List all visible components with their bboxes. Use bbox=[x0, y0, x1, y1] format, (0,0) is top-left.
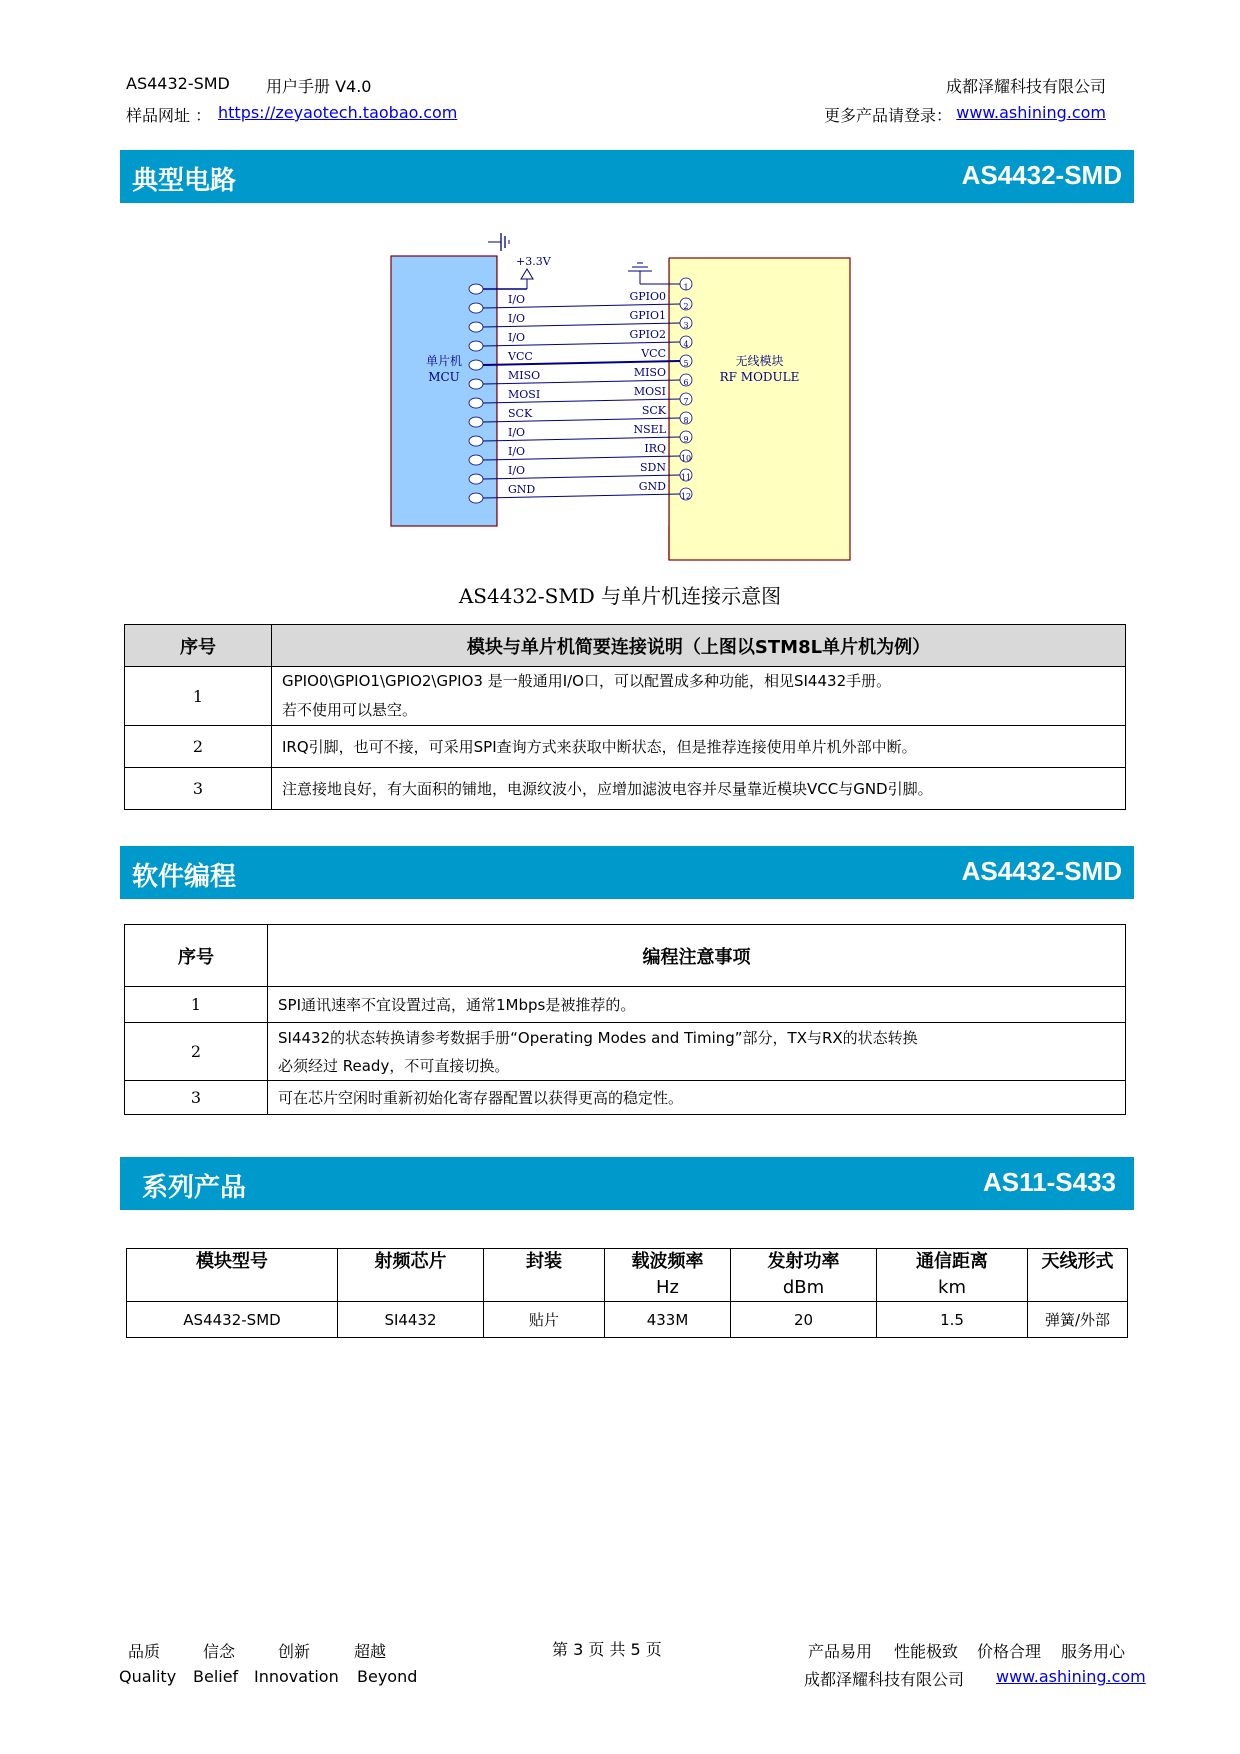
cell-antenna: 弹簧/外部 bbox=[1028, 1302, 1128, 1338]
section-model: AS4432-SMD bbox=[961, 160, 1122, 190]
rf-label-cn: 无线模块 bbox=[735, 354, 784, 368]
row-desc-line: 若不使用可以悬空。 bbox=[282, 701, 418, 719]
col-header-power bbox=[731, 1249, 877, 1302]
footer-value-cn-4: 超越 bbox=[354, 1642, 387, 1661]
col-header-desc: 模块与单片机简要连接说明（上图以STM8L单片机为例） bbox=[272, 625, 1126, 667]
connection-table bbox=[124, 624, 1126, 810]
more-products-label: 更多产品请登录： bbox=[824, 106, 953, 125]
pin-label: GND bbox=[638, 480, 666, 493]
col-header-chip bbox=[338, 1249, 484, 1302]
col-header-num: 序号 bbox=[125, 925, 268, 987]
rf-module-label bbox=[669, 353, 850, 385]
svg-text:+3.3V: +3.3V bbox=[516, 255, 551, 268]
pin-label: GND bbox=[508, 483, 536, 496]
table-row bbox=[125, 987, 1126, 1023]
pin-label: VCC bbox=[508, 350, 533, 363]
pin-label: GPIO0 bbox=[629, 290, 666, 303]
pin-number: 10 bbox=[680, 454, 692, 463]
col-header-unit: dBm bbox=[782, 1277, 825, 1298]
col-header-num: 序号 bbox=[125, 625, 272, 667]
footer-slogan-2: 性能极致 bbox=[894, 1642, 959, 1661]
pin-number: 6 bbox=[683, 378, 689, 387]
pin-label: GPIO2 bbox=[629, 328, 666, 341]
pin-label: I/O bbox=[508, 312, 526, 325]
section-title: 软件编程 bbox=[132, 862, 237, 892]
section-title: 典型电路 bbox=[132, 166, 237, 196]
pin-label: IRQ bbox=[644, 442, 666, 455]
footer-value-en-1: Quality bbox=[119, 1667, 177, 1686]
pin-label: SCK bbox=[641, 404, 666, 417]
col-header-frequency bbox=[605, 1249, 731, 1302]
pin-number: 7 bbox=[683, 397, 689, 406]
col-header-distance bbox=[877, 1249, 1028, 1302]
section-title: 系列产品 bbox=[142, 1173, 247, 1203]
pin-number: 4 bbox=[683, 340, 689, 349]
pin-label: MISO bbox=[508, 369, 541, 382]
footer-slogan-1: 产品易用 bbox=[808, 1642, 873, 1661]
row-num: 1 bbox=[125, 987, 268, 1023]
pin-label: VCC bbox=[641, 347, 666, 360]
pin-label: MOSI bbox=[508, 388, 541, 401]
pin-label: MISO bbox=[633, 366, 666, 379]
footer-value-cn-3: 创新 bbox=[278, 1642, 311, 1661]
header-manual-version: 用户手册 V4.0 bbox=[266, 77, 372, 96]
pin-label: NSEL bbox=[633, 423, 666, 436]
row-num: 2 bbox=[125, 726, 272, 768]
rf-pin-labels bbox=[602, 287, 666, 496]
col-header-notes: 编程注意事项 bbox=[268, 925, 1126, 987]
row-num: 1 bbox=[125, 667, 272, 726]
col-header-label: 通信距离 bbox=[916, 1251, 988, 1272]
col-header-antenna bbox=[1028, 1249, 1128, 1302]
row-note: SPI通讯速率不宜设置过高，通常1Mbps是被推荐的。 bbox=[268, 987, 1126, 1023]
cell-package: 贴片 bbox=[484, 1302, 605, 1338]
cell-model: AS4432-SMD bbox=[127, 1302, 338, 1338]
col-header-model bbox=[127, 1249, 338, 1302]
table-row bbox=[125, 726, 1126, 768]
table-row bbox=[125, 667, 1126, 726]
pin-number: 1 bbox=[683, 283, 689, 292]
section-banner-software bbox=[120, 846, 1134, 899]
rf-pin-numbers bbox=[680, 278, 692, 506]
row-num: 2 bbox=[125, 1023, 268, 1081]
pin-number: 12 bbox=[680, 492, 692, 501]
col-header-label: 发射功率 bbox=[767, 1251, 840, 1272]
section-banner-circuit bbox=[120, 150, 1134, 203]
table-row bbox=[127, 1302, 1128, 1338]
mcu-label bbox=[391, 353, 497, 385]
rf-label-en: RF MODULE bbox=[719, 370, 800, 384]
col-header-label: 模块型号 bbox=[196, 1251, 268, 1272]
footer-website-link[interactable]: www.ashining.com bbox=[996, 1667, 1146, 1686]
table-row bbox=[125, 768, 1126, 810]
pin-number: 2 bbox=[683, 302, 689, 311]
sample-site-link[interactable]: https://zeyaotech.taobao.com bbox=[218, 103, 458, 122]
col-header-unit: km bbox=[938, 1277, 966, 1298]
cell-chip: SI4432 bbox=[338, 1302, 484, 1338]
diagram-caption: AS4432-SMD 与单片机连接示意图 bbox=[458, 584, 782, 608]
col-header-label: 射频芯片 bbox=[374, 1251, 447, 1272]
pin-label: I/O bbox=[508, 464, 526, 477]
footer-value-en-2: Belief bbox=[193, 1667, 239, 1686]
section-banner-series bbox=[120, 1157, 1134, 1210]
footer-value-cn-2: 信念 bbox=[203, 1642, 236, 1661]
pin-label: SCK bbox=[508, 407, 533, 420]
footer-company: 成都泽耀科技有限公司 bbox=[804, 1670, 965, 1689]
pin-label: SDN bbox=[640, 461, 666, 474]
table-row bbox=[125, 1081, 1126, 1115]
cell-distance: 1.5 bbox=[877, 1302, 1028, 1338]
pin-label: I/O bbox=[508, 293, 526, 306]
footer-value-en-4: Beyond bbox=[357, 1667, 418, 1686]
col-header-label: 封装 bbox=[526, 1251, 562, 1272]
row-note bbox=[268, 1023, 1126, 1081]
row-desc: 注意接地良好，有大面积的铺地，电源纹波小，应增加滤波电容并尽量靠近模块VCC与GND引脚。 bbox=[272, 768, 1126, 810]
pin-label: I/O bbox=[508, 331, 526, 344]
sample-site-label: 样品网址 ： bbox=[126, 106, 212, 125]
row-note: 可在芯片空闲时重新初始化寄存器配置以获得更高的稳定性。 bbox=[268, 1081, 1126, 1115]
header-company: 成都泽耀科技有限公司 bbox=[945, 77, 1106, 96]
cell-frequency: 433M bbox=[605, 1302, 731, 1338]
table-header-row bbox=[127, 1249, 1128, 1302]
mcu-label-en: MCU bbox=[428, 370, 460, 384]
pin-number: 8 bbox=[683, 416, 689, 425]
mcu-label-cn: 单片机 bbox=[425, 354, 462, 368]
table-header-row bbox=[125, 625, 1126, 667]
series-table bbox=[126, 1248, 1128, 1338]
pin-label: I/O bbox=[508, 426, 526, 439]
pin-number: 11 bbox=[680, 473, 692, 482]
pin-number: 5 bbox=[683, 359, 689, 368]
table-header-row bbox=[125, 925, 1126, 987]
table-row bbox=[125, 1023, 1126, 1081]
row-note-line: 必须经过 Ready，不可直接切换。 bbox=[278, 1056, 510, 1075]
footer-value-cn-1: 品质 bbox=[128, 1642, 161, 1661]
pin-number: 3 bbox=[683, 321, 689, 330]
col-header-package bbox=[484, 1249, 605, 1302]
row-num: 3 bbox=[125, 768, 272, 810]
row-desc-line: GPIO0\GPIO1\GPIO2\GPIO3 是一般通用I/O口，可以配置成多种功能，相见SI4432手册。 bbox=[282, 672, 892, 690]
footer-slogan-4: 服务用心 bbox=[1061, 1642, 1126, 1661]
footer-value-en-3: Innovation bbox=[254, 1667, 339, 1686]
footer-slogan-3: 价格合理 bbox=[977, 1642, 1042, 1661]
row-note-line: SI4432的状态转换请参考数据手册“Operating Modes and Timing”部分，TX与RX的状态转换 bbox=[278, 1028, 918, 1047]
pin-number: 9 bbox=[683, 435, 689, 444]
pin-label: I/O bbox=[508, 445, 526, 458]
page-number: 第 3 页 共 5 页 bbox=[552, 1640, 662, 1659]
col-header-label: 载波频率 bbox=[631, 1251, 704, 1272]
section-model: AS4432-SMD bbox=[961, 856, 1122, 886]
header-model: AS4432-SMD bbox=[126, 74, 230, 93]
software-table bbox=[124, 924, 1126, 1115]
mcu-pin-labels bbox=[508, 290, 540, 499]
row-desc bbox=[272, 667, 1126, 726]
cell-power: 20 bbox=[731, 1302, 877, 1338]
pin-label: GPIO1 bbox=[629, 309, 666, 322]
pin-label: MOSI bbox=[633, 385, 666, 398]
row-num: 3 bbox=[125, 1081, 268, 1115]
connection-diagram bbox=[380, 225, 860, 565]
section-model: AS11-S433 bbox=[983, 1167, 1116, 1197]
more-products-link[interactable]: www.ashining.com bbox=[956, 103, 1106, 122]
col-header-unit: Hz bbox=[656, 1277, 679, 1298]
col-header-label: 天线形式 bbox=[1041, 1251, 1114, 1272]
row-desc: IRQ引脚，也可不接，可采用SPI查询方式来获取中断状态，但是推荐连接使用单片机外部中断。 bbox=[272, 726, 1126, 768]
